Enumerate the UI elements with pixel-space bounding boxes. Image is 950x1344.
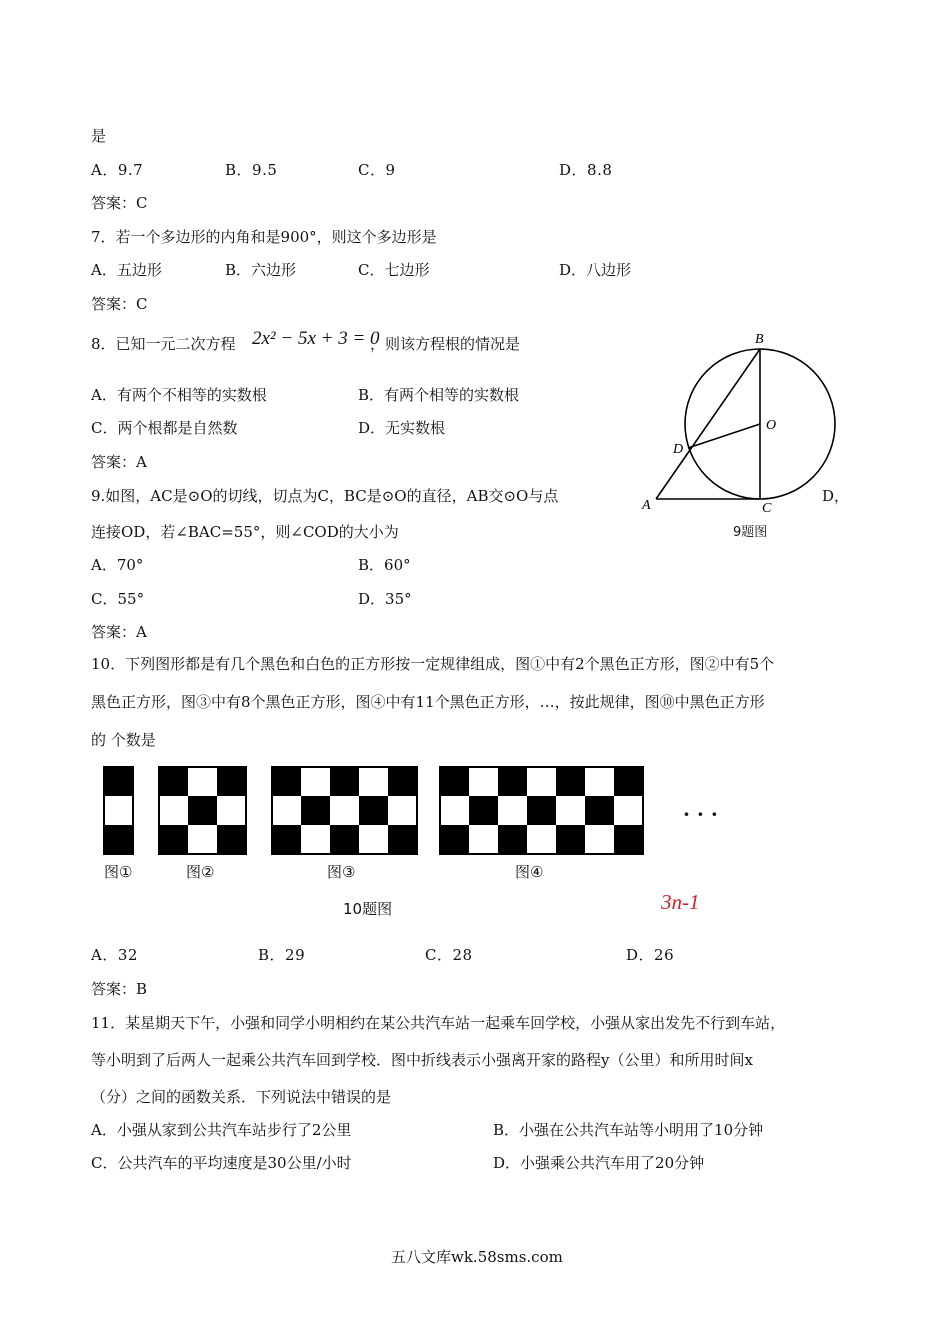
q9-answer: 答案：A [91,623,147,641]
q7-option-d: D．八边形 [559,261,632,279]
q6-option-d: D．8.8 [559,161,613,179]
black-square [469,796,498,825]
q8-stem-prefix: 8．已知一元二次方程 [91,335,236,353]
black-square [388,767,417,796]
q11-option-d: D．小强乘公共汽车用了20分钟 [493,1154,705,1172]
black-square [272,767,301,796]
label-b: B [755,332,764,347]
q7-option-a: A．五边形 [91,261,162,279]
q10-option-d: D．26 [626,946,675,964]
q11-stem-line1: 11．某星期天下午，小强和同学小明相约在某公共汽车站一起乘车回学校，小强从家出发先不行到车站， [91,1014,786,1032]
q11-stem-line3: （分）之间的函数关系．下列说法中错误的是 [91,1088,392,1106]
q8-option-c: C．两个根都是自然数 [91,419,238,437]
pattern-figure-1 [104,767,133,854]
q11-stem-line2: 等小明到了后两人一起乘公共汽车回到学校．图中折线表示小强离开家的路程y（公里）和所用时间x [91,1051,753,1069]
black-square [188,796,217,825]
black-square [104,825,133,854]
label-c: C [762,501,772,516]
black-square [301,796,330,825]
black-square [330,825,359,854]
black-square [440,825,469,854]
pattern-figure-2 [159,767,246,854]
black-square [614,767,643,796]
q9-stem-point: D， [822,487,850,505]
q6-option-b: B．9.5 [225,161,278,179]
q8-option-d: D．无实数根 [358,419,446,437]
q10-stem-line3: 的 个数是 [91,731,156,749]
label-d: D [673,442,684,457]
black-square [388,825,417,854]
pattern-figure-3 [272,767,417,854]
q10-option-c: C．28 [425,946,473,964]
black-square [498,767,527,796]
q7-option-c: C．七边形 [358,261,430,279]
black-square [527,796,556,825]
q10-handwritten-note: 3n-1 [661,890,700,914]
q9-option-d: D．35° [358,590,412,608]
q9-stem-line1: 9.如图，AC是⊙O的切线，切点为C，BC是⊙O的直径，AB交⊙O与点 [91,487,559,505]
black-square [330,767,359,796]
footer-watermark: 五八文库wk.58sms.com [391,1248,563,1266]
q8-equation: 2x² − 5x + 3 = 0 [252,328,380,349]
label-a: A [642,498,651,513]
q8-option-a: A．有两个不相等的实数根 [91,386,267,404]
q9-stem-line2: 连接OD，若∠BAC=55°，则∠COD的大小为 [91,523,399,541]
black-square [159,825,188,854]
q10-ellipsis: · · · [683,802,718,826]
q8-option-b: B．有两个相等的实数根 [358,386,520,404]
black-square [498,825,527,854]
q7-answer: 答案：C [91,295,148,313]
black-square [159,767,188,796]
q11-option-c: C．公共汽车的平均速度是30公里/小时 [91,1154,352,1172]
q10-stem-line1: 10．下列图形都是有几个黑色和白色的正方形按一定规律组成，图①中有2个黑色正方形，图②中有5个 [91,655,775,673]
pattern-figure-4 [440,767,643,854]
q7-stem: 7．若一个多边形的内角和是900°，则这个多边形是 [91,228,437,246]
q10-stem-line2: 黑色正方形，图③中有8个黑色正方形，图④中有11个黑色正方形，…，按此规律，图⑩中黑色正方形 [91,693,765,711]
q6-stem-tail: 是 [91,127,107,145]
q8-stem-suffix: ，则该方程根的情况是 [370,335,521,353]
q9-option-c: C．55° [91,590,145,608]
q10-caption-fig2: 图② [186,863,215,881]
q11-option-b: B．小强在公共汽车站等小明用了10分钟 [493,1121,764,1139]
q10-option-a: A．32 [91,946,138,964]
black-square [556,825,585,854]
black-square [614,825,643,854]
q9-figure-caption: 9题图 [733,525,768,540]
q9-option-a: A．70° [91,556,144,574]
q10-caption-fig3: 图③ [327,863,356,881]
black-square [272,825,301,854]
q10-caption-fig1: 图① [104,863,133,881]
black-square [359,796,388,825]
q10-option-b: B．29 [258,946,306,964]
q10-figure-caption: 10题图 [343,900,393,918]
black-square [104,767,133,796]
q7-option-b: B．六边形 [225,261,297,279]
q8-answer: 答案：A [91,453,147,471]
black-square [585,796,614,825]
black-square [217,767,246,796]
q9-option-b: B．60° [358,556,411,574]
label-o: O [766,418,777,433]
black-square [556,767,585,796]
black-square [440,767,469,796]
q6-option-a: A．9.7 [91,161,144,179]
q10-answer: 答案：B [91,980,148,998]
q10-caption-fig4: 图④ [515,863,544,881]
black-square [217,825,246,854]
q6-answer: 答案：C [91,194,148,212]
q11-option-a: A．小强从家到公共汽车站步行了2公里 [91,1121,352,1139]
q6-option-c: C．9 [358,161,396,179]
